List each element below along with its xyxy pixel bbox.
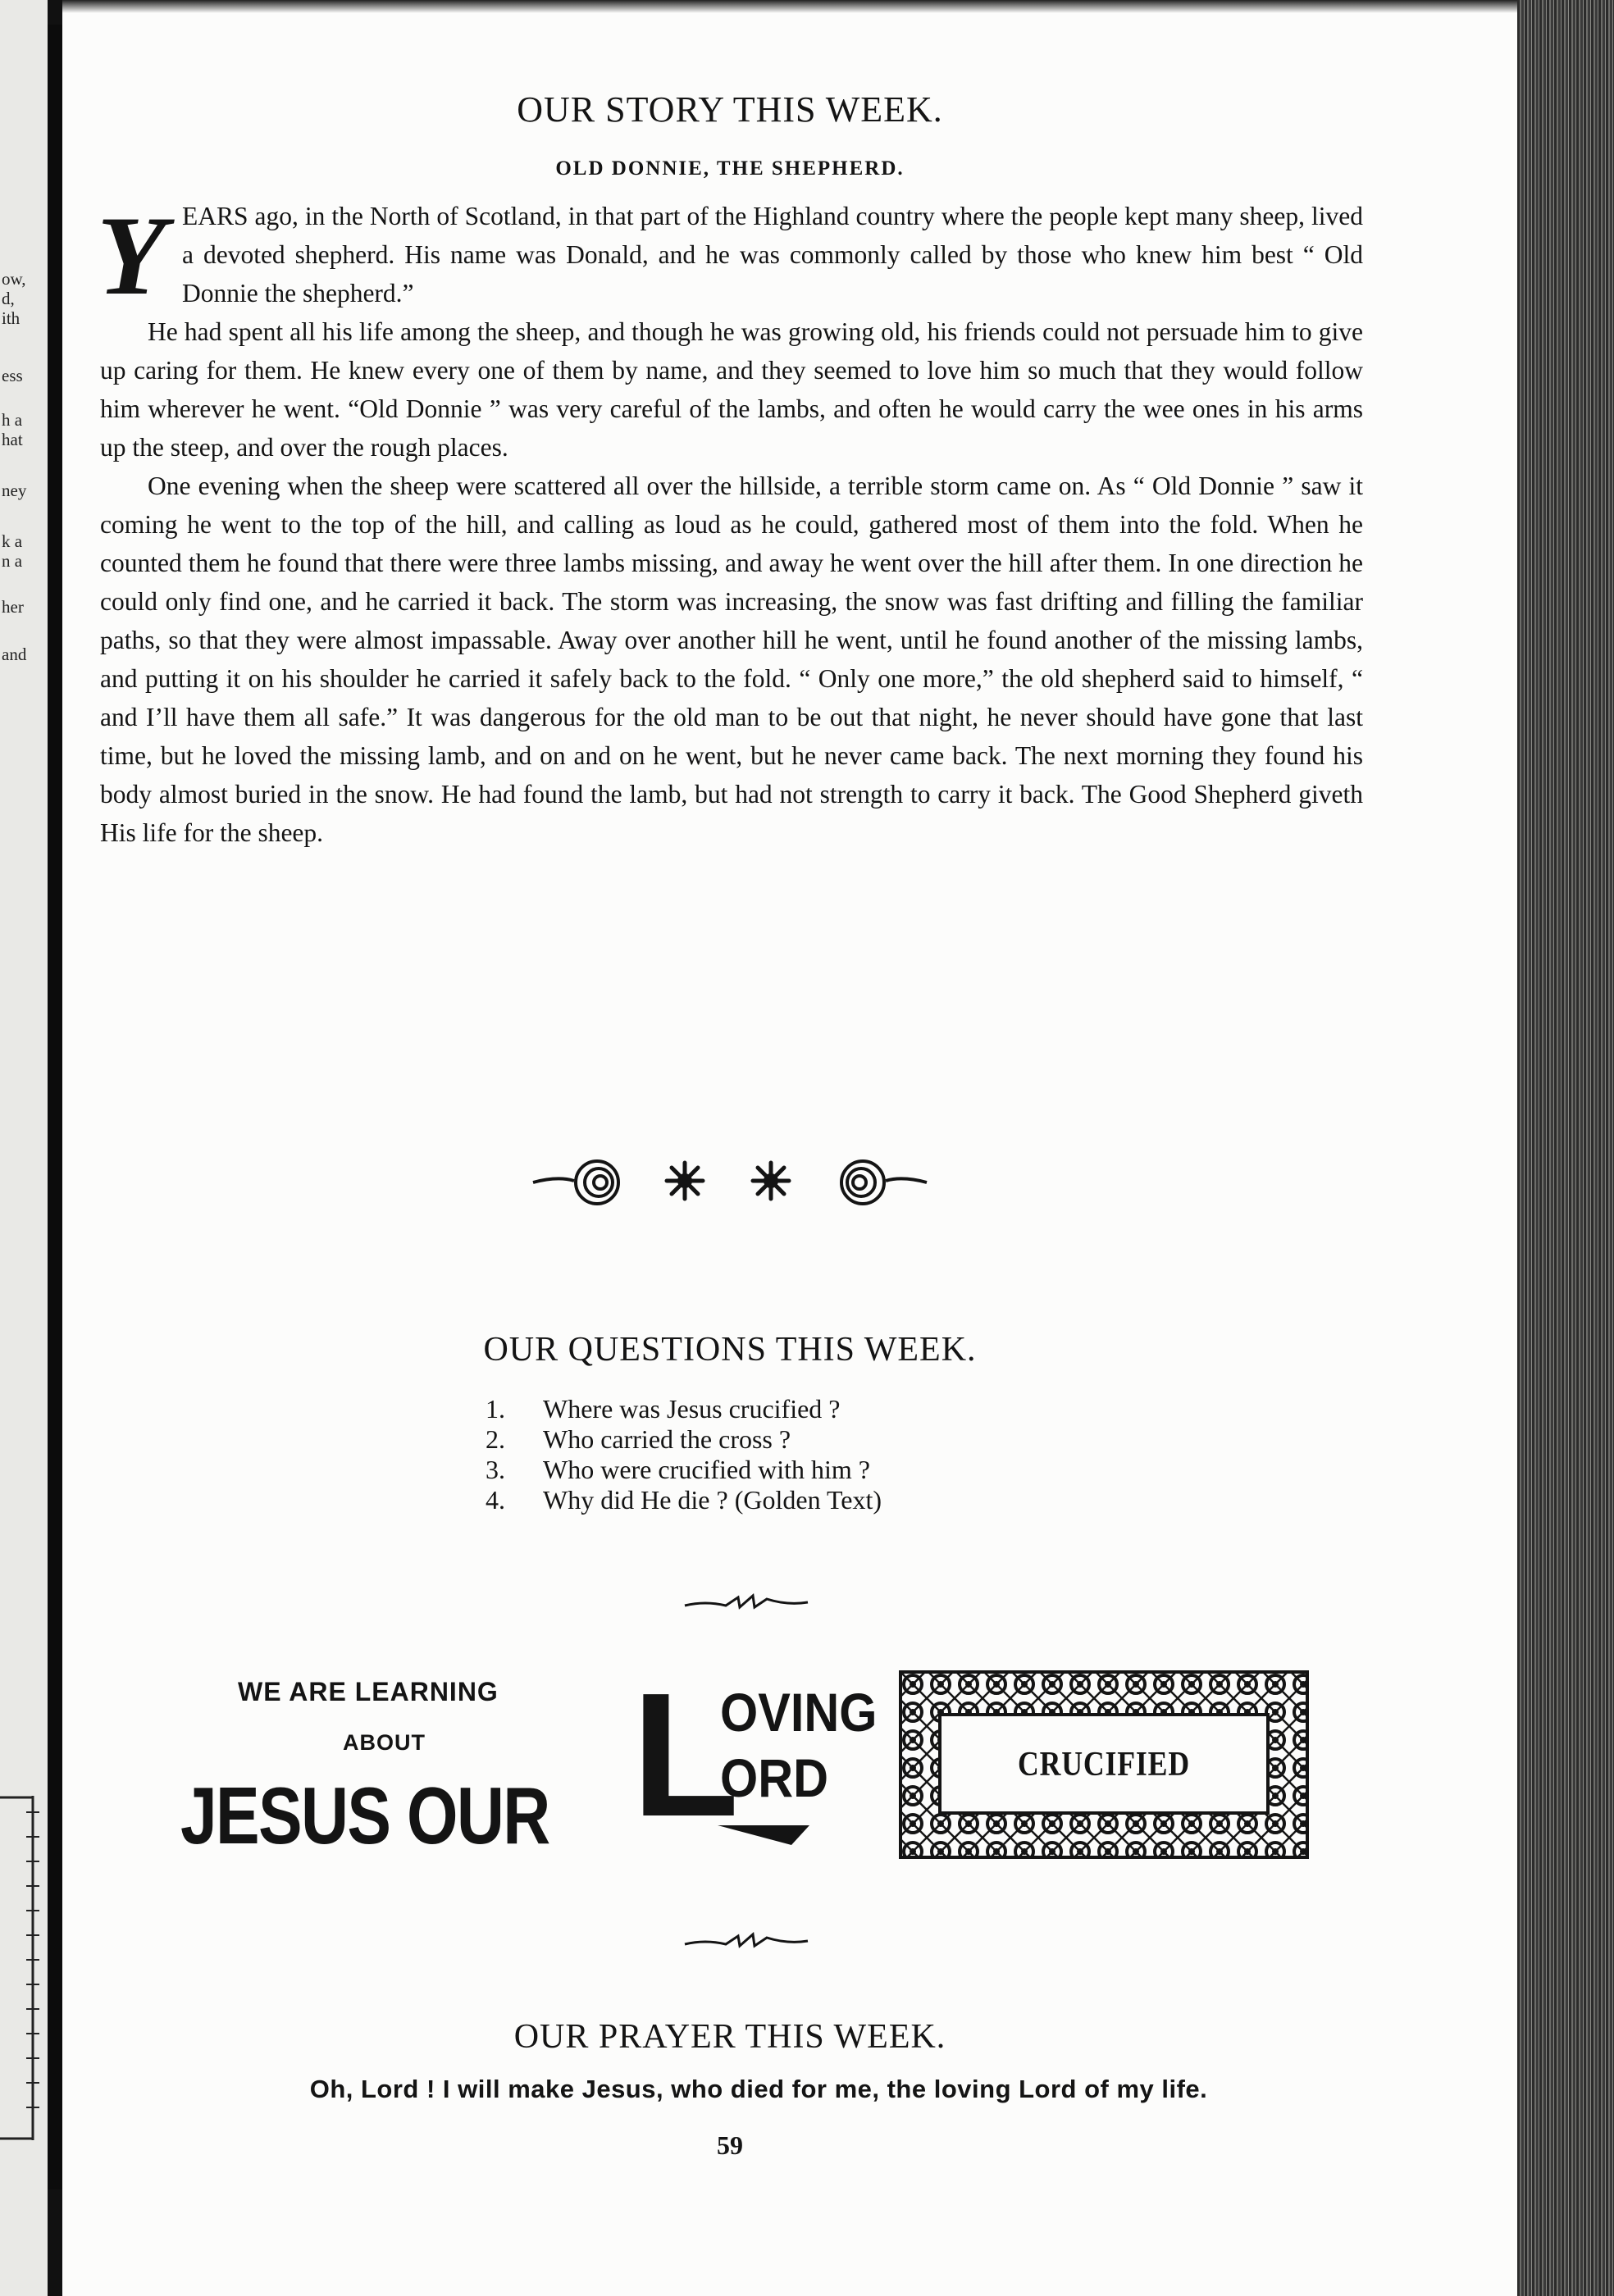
learning-line-3: JESUS OUR [180,1770,549,1861]
left-page-fragment: ith [2,308,21,328]
left-page-fragment: k a [2,531,23,551]
story-paragraph-text: EARS ago, in the North of Scotland, in that part of the Highland country where the people kept many sheep, lived a devoted shepherd. His name was Donald, and he was commonly called by those who knew him best “ Old Donnie the shepherd.” [182,202,1363,308]
drop-cap: Y [97,193,166,318]
story-subtitle: OLD DONNIE, THE SHEPHERD. [555,157,905,180]
lettering-flourish [718,1820,816,1853]
left-page-fragment: and [2,645,27,664]
page-number: 59 [717,2130,743,2160]
left-page-border-ornament [0,1788,43,2148]
left-page-fragment: h a [2,410,23,430]
book-binding-shadow [48,25,62,2189]
left-page-fragment: n a [2,551,23,571]
question-list [486,1394,882,1515]
question-number: 1. [486,1394,505,1424]
question-number: 4. [486,1485,505,1515]
flourish-divider [681,1591,812,1615]
prayer-text: Oh, Lord ! I will make Jesus, who died for me, the loving Lord of my life. [309,2075,1208,2103]
learning-line-1: WE ARE LEARNING [238,1677,499,1706]
question-text: Who were crucified with him ? [543,1455,870,1484]
list-item [486,1424,882,1455]
question-number: 3. [486,1455,505,1484]
left-page-edge [0,0,48,2296]
prayer-heading: OUR PRAYER THIS WEEK. [513,2018,946,2056]
left-page-fragment: ess [2,366,23,385]
question-number: 2. [486,1424,505,1454]
question-text: Who carried the cross ? [543,1424,791,1454]
left-page-fragment: her [2,597,24,617]
left-page-fragment: ney [2,481,27,500]
loving-word: OVING [720,1682,878,1742]
loving-lord-initial: L [631,1656,740,1853]
list-item [486,1394,882,1424]
questions-heading: OUR QUESTIONS THIS WEEK. [483,1331,977,1369]
story-paragraph: He had spent all his life among the sheep, and though he was growing old, his friends could not persuade him to give up caring for them. He knew every one of them by name, and they seemed to love him so much that they would follow him wherever he went. “Old Donnie ” was very careful of the lambs, and often he would carry the wee ones in his arms up the steep, and over the rough places. [100,317,1363,462]
crucified-label: CRUCIFIED [1018,1746,1190,1784]
question-text: Why did He die ? (Golden Text) [543,1485,882,1515]
flourish-divider [681,1929,812,1954]
learning-line-2: ABOUT [343,1730,426,1755]
story-paragraph: One evening when the sheep were scattered all over the hillside, a terrible storm came on. As “ Old Donnie ” saw it coming he went to the top of the hill, and calling as loud as he could, gathered most of them into the fold. When he counted them he found that there were three lambs missing, and away he went over the hill after them. In one direction he could only find one, and he carried it back. The storm was increasing, the snow was fast drifting and filling the familiar paths, so that they were almost impassable. Away over another hill he went, until he found another of the missing lambs, and putting it on his shoulder he carried it safely back to the fold. “ Only one more,” the old shepherd said to himself, “ and I’ll have them all safe.” It was dangerous for the old man to be out that night, he never should have gone that last time, but he loved the missing lamb, and on and on he went, but he never came back. The next morning they found his body almost buried in the snow. He had found the lamb, but had not strength to carry it back. The Good Shepherd giveth His life for the sheep. [100,472,1363,847]
story-body [97,193,1363,852]
left-page-fragment: hat [2,430,23,449]
decorative-ornament [525,1148,935,1214]
question-text: Where was Jesus crucified ? [543,1394,841,1424]
left-page-fragment: ow, [2,269,26,289]
book-page-edges [1517,0,1614,2296]
list-item [486,1485,882,1515]
list-item [486,1455,882,1485]
left-page-fragment: d, [2,289,15,308]
story-heading: OUR STORY THIS WEEK. [517,89,943,130]
page-top-shadow [62,0,1517,13]
lord-word: ORD [720,1747,829,1808]
story-paragraph [97,193,1363,318]
